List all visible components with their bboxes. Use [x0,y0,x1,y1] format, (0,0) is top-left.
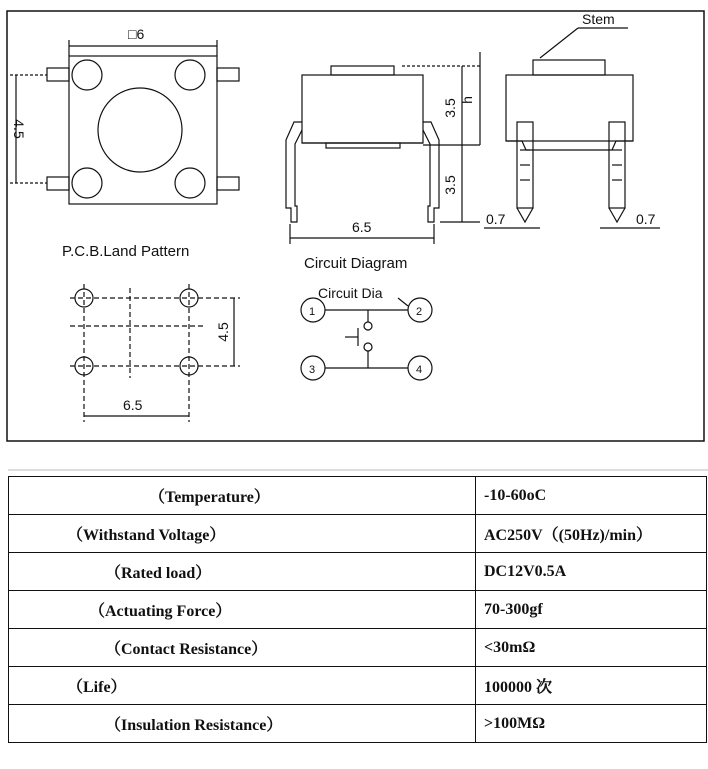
spec-param: （Insulation Resistance） [9,705,476,743]
table-row [9,515,707,553]
stem-label: Stem [582,11,615,27]
terminal-3: 3 [309,364,316,376]
pcb-width-label: 6.5 [123,397,143,413]
pcb-land-pattern [70,284,240,422]
pin-width-right-label: 0.7 [636,211,656,227]
table-row [9,477,707,515]
table-row [9,591,707,629]
side-view-lower-height-label: 3.5 [442,175,458,195]
circuit-diagram [301,298,432,380]
spec-value: 70-300gf [476,591,707,629]
spec-param: （Rated load） [9,553,476,591]
pcb-height-label: 4.5 [215,322,231,342]
table-row [9,629,707,667]
pin-width-left-label: 0.7 [486,211,506,227]
spec-value: AC250V（(50Hz)/min） [476,515,707,553]
spec-value: <30mΩ [476,629,707,667]
terminal-2: 2 [416,306,423,318]
spec-table [8,476,707,743]
spec-value: >100MΩ [476,705,707,743]
spec-param: （Withstand Voltage） [9,515,476,553]
side-view-h-label: h [459,96,475,104]
table-row [9,667,707,705]
spec-param: （Temperature） [9,477,476,515]
spec-param: （Life） [9,667,476,705]
circuit-title-clipped: Circuit Dia [318,285,383,301]
table-row [9,705,707,743]
side-view-upper-height-label: 3.5 [442,98,458,118]
table-row [9,553,707,591]
side-view-width-label: 6.5 [352,219,372,235]
top-view-size-label: □6 [128,26,145,42]
spec-value: 100000 次 [476,667,707,705]
right-view [484,28,660,228]
circuit-title: Circuit Diagram [304,255,408,272]
top-view-height-label: 4.5 [11,119,27,139]
terminal-1: 1 [309,306,316,318]
spec-value: DC12V0.5A [476,553,707,591]
terminal-4: 4 [416,364,423,376]
side-view [286,52,480,244]
top-view [10,40,239,204]
spec-value: -10-60oC [476,477,707,515]
spec-param: （Actuating Force） [9,591,476,629]
spec-param: （Contact Resistance） [9,629,476,667]
pcb-title: P.C.B.Land Pattern [62,243,190,260]
